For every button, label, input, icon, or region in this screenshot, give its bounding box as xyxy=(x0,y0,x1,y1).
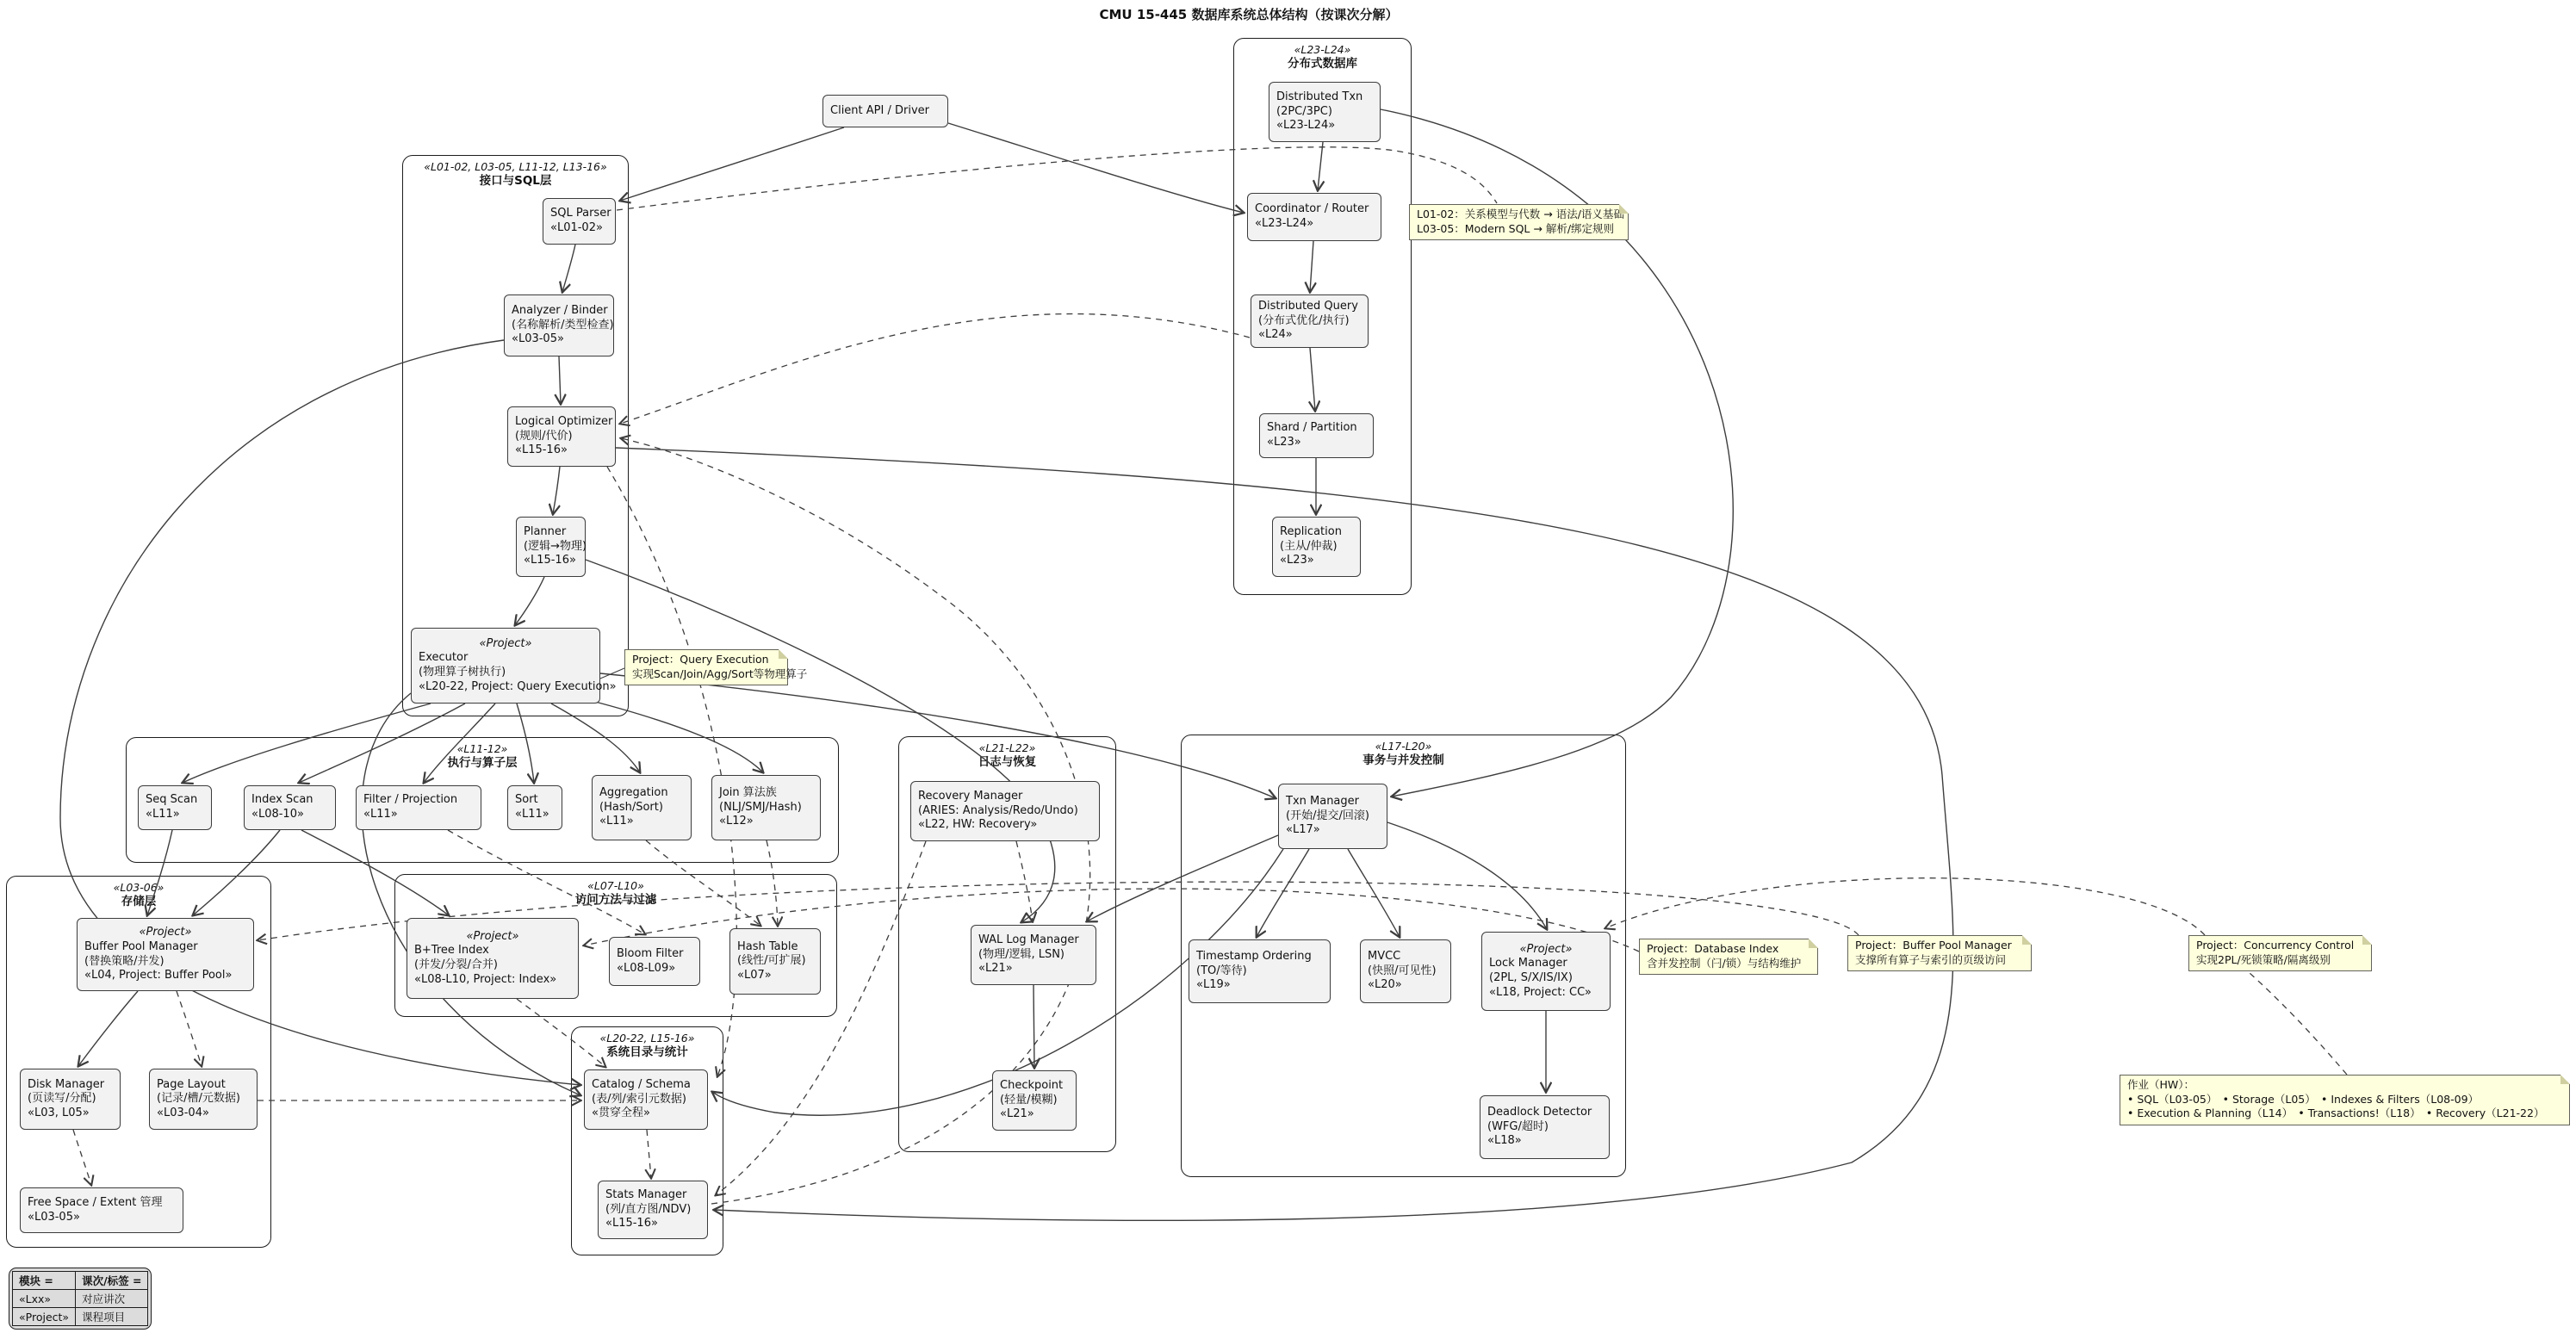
node-stats-manager: Stats Manager (列/直方图/NDV) «L15-16» xyxy=(598,1181,708,1239)
node-join: Join 算法族 (NLJ/SMJ/Hash) «L12» xyxy=(711,775,821,840)
legend-project-desc: 课程项目 xyxy=(76,1308,148,1326)
legend-project: «Project» xyxy=(13,1308,76,1326)
edge-notecc-lockmgr-dashed xyxy=(1605,878,2205,935)
node-lock-manager: «Project» Lock Manager (2PL, S/X/IS/IX) «L18, Project: CC» xyxy=(1481,932,1611,1011)
node-wal-log-manager: WAL Log Manager (物理/逻辑, LSN) «L21» xyxy=(971,925,1096,985)
node-sql-parser: SQL Parser «L01-02» xyxy=(543,198,616,245)
node-client-api xyxy=(822,95,948,127)
node-coordinator-router: Coordinator / Router «L23-L24» xyxy=(1247,193,1381,241)
node-txn-manager: Txn Manager (开始/提交/回滚) «L17» xyxy=(1278,784,1387,849)
cluster-catalog-stereo: «L20-22, L15-16» xyxy=(599,1032,695,1045)
edge-dquery-optimizer-dashed xyxy=(620,314,1250,424)
note-query-execution: Project：Query Execution 实现Scan/Join/Agg/Sort等物理算子 xyxy=(624,649,788,685)
cluster-sql-layer-name: 接口与SQL层 xyxy=(479,173,552,188)
node-deadlock-detector: Deadlock Detector (WFG/超时) «L18» xyxy=(1480,1095,1610,1159)
node-aggregation: Aggregation (Hash/Sort) «L11» xyxy=(592,775,692,840)
node-btree-index: «Project» B+Tree Index (并发/分裂/合并) «L08-L10, Project: Index» xyxy=(407,918,579,999)
cluster-txn-layer-stereo: «L17-L20» xyxy=(1375,740,1432,753)
node-disk-manager: Disk Manager (页读写/分配) «L03, L05» xyxy=(20,1069,121,1130)
cluster-sql-layer-stereo: «L01-02, L03-05, L11-12, L13-16» xyxy=(424,160,607,173)
cluster-txn-layer-name: 事务与并发控制 xyxy=(1362,753,1444,767)
node-shard-partition: Shard / Partition «L23» xyxy=(1259,413,1374,458)
node-timestamp-ordering: Timestamp Ordering (TO/等待) «L19» xyxy=(1189,939,1331,1003)
note-buffer-pool: Project：Buffer Pool Manager 支撑所有算子与索引的页级访问 xyxy=(1847,935,2032,971)
note-fold-icon xyxy=(1619,204,1629,214)
cluster-access-name: 访问方法与过滤 xyxy=(574,892,657,907)
legend-lxx-desc: 对应讲次 xyxy=(76,1290,148,1308)
node-distributed-txn: Distributed Txn (2PC/3PC) «L23-L24» xyxy=(1269,82,1381,142)
cluster-exec-layer-stereo: «L11-12» xyxy=(456,742,508,755)
node-free-space: Free Space / Extent 管理 «L03-05» xyxy=(20,1187,183,1233)
node-hash-table: Hash Table (线性/可扩展) «L07» xyxy=(729,928,821,995)
legend xyxy=(9,1268,152,1330)
cluster-catalog-name: 系统目录与统计 xyxy=(606,1045,688,1059)
node-planner: Planner (逻辑→物理) «L15-16» xyxy=(516,517,586,577)
edge-client-coordinator xyxy=(948,123,1244,213)
cluster-distributed-name: 分布式数据库 xyxy=(1288,56,1357,71)
cluster-access-stereo: «L07-L10» xyxy=(587,879,644,892)
note-fold-icon xyxy=(779,649,788,659)
diagram-title: CMU 15-445 数据库系统总体结构（按课次分解） xyxy=(1099,7,1399,22)
note-fold-icon xyxy=(1809,939,1818,948)
note-database-index: Project：Database Index 含并发控制（闩/锁）与结构维护 xyxy=(1639,939,1818,975)
node-index-scan: Index Scan «L08-10» xyxy=(244,785,336,830)
note-fold-icon xyxy=(2022,935,2032,945)
cluster-exec-layer-name: 执行与算子层 xyxy=(447,755,518,770)
node-catalog-schema: Catalog / Schema (表/列/索引元数据) «贯穿全程» xyxy=(584,1069,708,1130)
cluster-logging-name: 日志与恢复 xyxy=(978,754,1037,769)
node-checkpoint: Checkpoint (轻量/模糊) «L21» xyxy=(992,1070,1077,1131)
node-seq-scan: Seq Scan «L11» xyxy=(138,785,212,830)
cluster-storage-stereo: «L03-06» xyxy=(113,881,164,894)
node-executor: «Project» Executor (物理算子树执行) «L20-22, Project: Query Execution» xyxy=(411,628,600,704)
node-page-layout: Page Layout (记录/槽/元数据) «L03-04» xyxy=(149,1069,258,1130)
note-sql-lectures: L01-02：关系模型与代数 → 语法/语义基础 L03-05：Modern SQL → 解析/绑定规则 xyxy=(1409,204,1629,240)
node-sort: Sort «L11» xyxy=(507,785,562,830)
node-logical-optimizer: Logical Optimizer (规则/代价) «L15-16» xyxy=(507,406,616,467)
node-recovery-manager: Recovery Manager (ARIES: Analysis/Redo/Undo) «L22, HW: Recovery» xyxy=(910,781,1100,841)
legend-lxx: «Lxx» xyxy=(13,1290,76,1308)
node-filter-projection: Filter / Projection «L11» xyxy=(356,785,481,830)
note-concurrency-control: Project：Concurrency Control 实现2PL/死锁策略/隔离级别 xyxy=(2188,935,2372,971)
node-distributed-query: Distributed Query (分布式优化/执行) «L24» xyxy=(1251,294,1369,348)
node-replication: Replication (主从/仲裁) «L23» xyxy=(1272,517,1361,577)
cluster-storage-name: 存储层 xyxy=(121,894,157,908)
legend-header-module: 模块 = xyxy=(13,1272,76,1290)
node-client-api-label: Client API / Driver xyxy=(830,103,929,117)
note-fold-icon xyxy=(2560,1075,2570,1084)
cluster-logging-stereo: «L21-L22» xyxy=(978,741,1036,754)
note-homework: 作业（HW）： • SQL（L03-05） • Storage（L05） • Indexes & Filters（L08-09） • Execution & Planning（L14） • Transactions!（L18） • Recovery（L21-22） xyxy=(2120,1075,2570,1125)
cluster-distributed-stereo: «L23-L24» xyxy=(1294,43,1351,56)
node-mvcc: MVCC (快照/可见性) «L20» xyxy=(1360,939,1451,1003)
note-fold-icon xyxy=(2362,935,2372,945)
node-bloom-filter: Bloom Filter «L08-L09» xyxy=(609,937,700,986)
edge-client-sqlparser xyxy=(620,127,844,201)
node-buffer-pool-manager: «Project» Buffer Pool Manager (替换策略/并发) «L04, Project: Buffer Pool» xyxy=(77,918,254,991)
node-analyzer-binder: Analyzer / Binder (名称解析/类型检查) «L03-05» xyxy=(504,294,614,356)
legend-header-tag: 课次/标签 = xyxy=(76,1272,148,1290)
edge-notehw-notecc-dashed xyxy=(2250,973,2347,1075)
